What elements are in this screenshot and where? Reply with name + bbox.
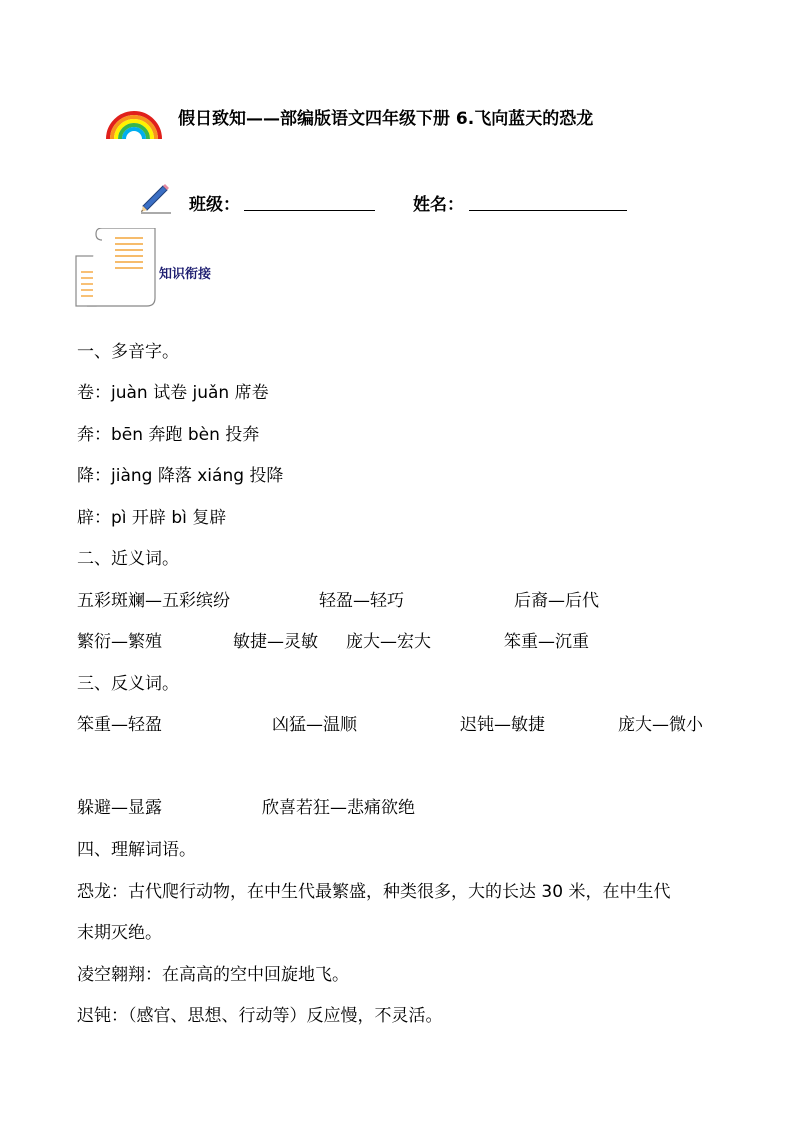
polyphone-line: 奔：bēn 奔跑 bèn 投奔: [77, 425, 260, 445]
synonym-pair: 庞大—宏大: [346, 632, 431, 652]
synonym-pair: 后裔—后代: [514, 591, 599, 611]
pencil-icon: [137, 180, 171, 214]
vocab-line: 恐龙：古代爬行动物，在中生代最繁盛，种类很多，大的长达 30 米，在中生代: [77, 882, 671, 902]
scroll-document-icon: [75, 228, 157, 308]
polyphones-heading: 一、多音字。: [77, 342, 179, 362]
polyphone-line: 辟：pì 开辟 bì 复辟: [77, 508, 227, 528]
vocab-line: 凌空翱翔：在高高的空中回旋地飞。: [77, 965, 349, 985]
synonym-pair: 笨重—沉重: [504, 632, 589, 652]
antonym-pair: 笨重—轻盈: [77, 715, 162, 735]
vocab-line: 末期灭绝。: [77, 923, 162, 943]
polyphone-line: 降：jiàng 降落 xiáng 投降: [77, 466, 284, 486]
class-label: 班级：: [189, 195, 240, 215]
synonyms-heading: 二、近义词。: [77, 549, 179, 569]
name-label: 姓名：: [413, 195, 464, 215]
vocab-line: 迟钝：（感官、思想、行动等）反应慢，不灵活。: [77, 1006, 443, 1026]
name-field[interactable]: [469, 210, 627, 211]
antonym-pair: 欣喜若狂—悲痛欲绝: [262, 798, 415, 818]
antonym-pair: 迟钝—敏捷: [460, 715, 545, 735]
section-tag: 知识衔接: [159, 267, 212, 282]
synonym-pair: 繁衍—繁殖: [77, 632, 162, 652]
antonym-pair: 凶猛—温顺: [272, 715, 357, 735]
antonym-pair: 躲避—显露: [77, 798, 162, 818]
antonyms-heading: 三、反义词。: [77, 674, 179, 694]
synonym-pair: 敏捷—灵敏: [233, 632, 318, 652]
vocab-heading: 四、理解词语。: [77, 840, 196, 860]
rainbow-icon: [105, 106, 163, 140]
synonym-pair: 五彩斑斓—五彩缤纷: [77, 591, 230, 611]
antonym-pair: 庞大—微小: [618, 715, 703, 735]
document-title: 假日致知——部编版语文四年级下册 6.飞向蓝天的恐龙: [178, 109, 594, 129]
synonym-pair: 轻盈—轻巧: [319, 591, 404, 611]
polyphone-line: 卷：juàn 试卷 juǎn 席卷: [77, 383, 269, 403]
class-field[interactable]: [244, 210, 375, 211]
